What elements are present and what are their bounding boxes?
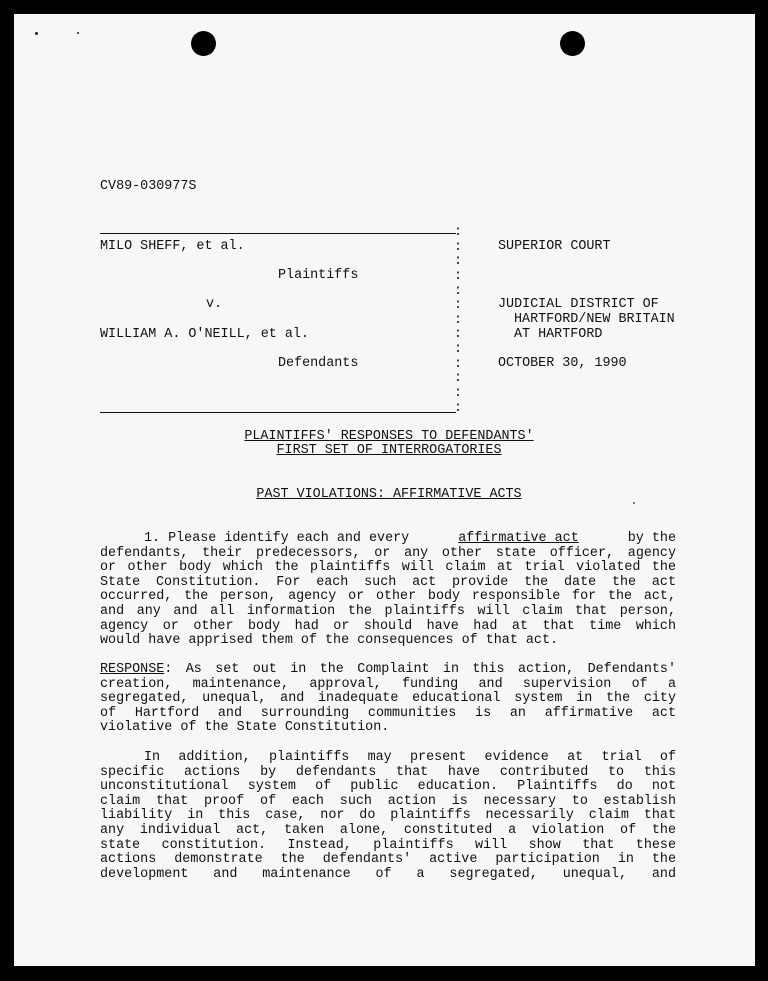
punch-hole-left xyxy=(191,31,216,56)
continuation-paragraph: In addition, plaintiffs may present evidence at trial of specific actions by defendants that have contributed to this unconstitutional system of public education. Plaintiffs do not claim that proof of each such action is necessary to establish liability in this case, nor do plaintiffs necessarily claim that any individual act, taken alone, constituted a violation of the state constitution. Instead, plaintiffs will show that these actions demonstrate the defendants' active participation in the development and maintenance of a segregated, unequal, and xyxy=(100,750,676,882)
district-line-1: JUDICIAL DISTRICT OF xyxy=(498,297,659,312)
document-title-line-1: PLAINTIFFS' RESPONSES TO DEFENDANTS' xyxy=(244,429,534,444)
document-page xyxy=(14,14,755,966)
underlined-term: affirmative act xyxy=(458,531,579,546)
district-line-2: HARTFORD/NEW BRITAIN xyxy=(514,312,675,327)
punch-hole-right xyxy=(560,31,585,56)
case-number: CV89-030977S xyxy=(100,179,197,194)
response-label: RESPONSE xyxy=(100,662,165,677)
interrogatory-line-1: 1. Please identify each and every affirmative act by the xyxy=(144,531,676,546)
plaintiff-label: Plaintiffs xyxy=(278,268,359,283)
versus: v. xyxy=(206,297,223,312)
defendant-label: Defendants xyxy=(278,356,359,371)
response-line-1: RESPONSE : As set out in the Complaint in this action, Defendants' xyxy=(100,662,676,677)
defendant-name: WILLIAM A. O'NEILL, et al. xyxy=(100,327,309,342)
caption-rule-bottom xyxy=(100,412,456,413)
scan-speck xyxy=(77,32,79,34)
filing-date: OCTOBER 30, 1990 xyxy=(498,356,627,371)
plaintiff-name: MILO SHEFF, et al. xyxy=(100,239,245,254)
interrogatory-1: 1. Please identify each and every affirmative act by the defendants, their predecessors, or any other state officer, agency or other body which the plaintiffs will claim at trial violated the State Constitution. For each such act provide the date the act occurred, the person, agency or other body responsible for the act, and any and all information the plaintiffs will claim that person, agency or other body had or should have had at that time which would have apprised them of the consequences of that act. xyxy=(100,531,676,649)
response-paragraph: RESPONSE : As set out in the Complaint in this action, Defendants' creation, maintenance, approval, funding and supervision of a segregated, unequal, and inadequate educational system in the city of Hartford and surrounding communities is an affirmative act violative of the State Constitution. xyxy=(100,662,676,736)
scan-speck xyxy=(35,32,38,35)
court-name: SUPERIOR COURT xyxy=(498,239,611,254)
caption-rule-top xyxy=(100,233,456,234)
district-line-3: AT HARTFORD xyxy=(514,327,603,342)
section-heading: PAST VIOLATIONS: AFFIRMATIVE ACTS xyxy=(256,487,522,502)
document-title-line-2: FIRST SET OF INTERROGATORIES xyxy=(276,443,502,458)
caption-divider: : : : : : : : : : : : : : xyxy=(454,225,463,416)
